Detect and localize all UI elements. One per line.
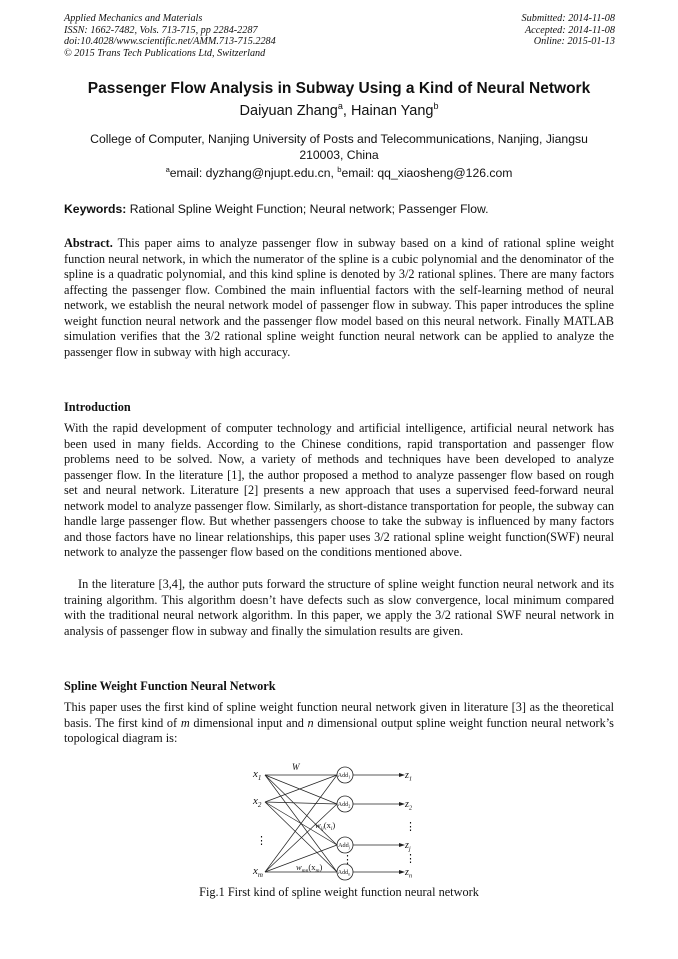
weight-matrix-label: W (292, 762, 300, 772)
submission-dates (522, 13, 615, 48)
node-add-n: Add$_n$ (337, 869, 351, 877)
node-ellipsis: ⋮ (342, 854, 353, 866)
author-2: Hainan Yang (350, 103, 434, 119)
input-xm: $x_m$ (253, 865, 263, 879)
output-z2: $z_2$ (405, 799, 413, 812)
weight-function-wij: $w_{ij}(x_i)$ (315, 820, 336, 832)
ellipses (256, 821, 416, 866)
node-add-2: Add$_2$ (337, 801, 351, 809)
input-labels (252, 768, 263, 879)
abstract (64, 236, 614, 360)
output-zj: $z_j$ (405, 840, 411, 853)
submitted-date: Submitted: 2014-11-08 (521, 13, 615, 24)
abstract-text: This paper aims to analyze passenger flow in subway based on a kind of rational spline weight function neural network, in which the numerator of the spline is a cubic polynomial and the denominator of the spline is a quadratic polynomial, and this kind spline is denoted by 3/2 rational splines. There are many factors affecting the passenger flow. Combined the main influential factors with the self-learning method of neural network, we establish the neural network model of passenger flow in subway. This paper introduces the spline weight function neural network and the passenger flow model based on this neural network. Finally MATLAB simulation verifies that the 3/2 rational spline weight function neural network can be applied to analyze the passenger flow in subway with high accuracy. (64, 236, 614, 359)
node-add-1: Add$_1$ (337, 772, 351, 780)
output-zn: $z_n$ (405, 867, 413, 880)
var-n: n (307, 715, 314, 730)
email-a: email: dyzhang@njupt.edu.cn, (169, 166, 338, 180)
var-m: m (180, 715, 190, 730)
journal-info (64, 13, 276, 59)
keywords-label: Keywords: (64, 202, 127, 216)
keywords-text: Rational Spline Weight Function; Neural network; Passenger Flow. (126, 202, 489, 216)
author-1: Daiyuan Zhang (239, 103, 338, 119)
abstract-label: Abstract. (64, 236, 113, 250)
journal-copyright: © 2015 Trans Tech Publications Ltd, Switzerland (64, 47, 266, 59)
input-x1: $x_1$ (253, 768, 262, 782)
paper-title: Passenger Flow Analysis in Subway Using a Kind of Neural Network (87, 80, 591, 97)
network-diagram (248, 762, 428, 884)
author-separator: , (342, 103, 351, 119)
swf-text-a: This paper uses the first kind of spline weight function neural network given in literature [3] as the theoretical basis. The first kind of (64, 700, 614, 730)
author-1-sup: a (337, 101, 343, 112)
authors (0, 103, 678, 119)
output-ellipsis-lower: ⋮ (405, 853, 416, 865)
swf-text-b: dimensional input and (189, 715, 308, 730)
keywords (64, 202, 489, 216)
figure-caption: Fig.1 First kind of spline weight function neural network (199, 885, 479, 899)
output-ellipsis-upper: ⋮ (405, 821, 416, 833)
input-ellipsis: ⋮ (256, 835, 267, 847)
emails (0, 166, 678, 180)
email-a-sup: a (165, 164, 170, 174)
node-add-j: Add$_j$ (338, 842, 350, 850)
email-b: email: qq_xiaosheng@126.com (341, 166, 513, 180)
introduction-paragraph-1: With the rapid development of computer technology and artificial intelligence, artificial neural network has been used in many fields. According to the Chinese conditions, rapid transportation and passenger flow problems need to be solved. Now, a variety of methods and techniques have been developed to analyze passenger flow. In the literature [1], the author proposed a method to analyze passenger flow based on rough set and neural network. Literature [2] presents a new approach that uses a supervised feed-forward neural network model to analyze passenger flow. Similarly, as short-distance transportation for people, the subway can handle large passenger flow. But whether passengers choose to take the subway is influenced by many factors and those factors have no linear relationships, this paper uses 3/2 rational spline weight function(SWF) neural network to analyze the passenger flow based on the conditions mentioned above. (64, 421, 614, 559)
online-date: Online: 2015-01-13 (533, 36, 615, 48)
accepted-date: Accepted: 2014-11-08 (524, 24, 615, 36)
weight-function-wmn: $w_{mn}(x_m)$ (296, 862, 323, 874)
introduction-heading: Introduction (64, 400, 131, 414)
journal-doi: doi:10.4028/www.scientific.net/AMM.713-715.2284 (64, 36, 276, 48)
swf-paragraph (64, 700, 614, 747)
affiliation: College of Computer, Nanjing University of Posts and Telecommunications, Nanjing, Jiangsu 210003, China (90, 132, 588, 162)
introduction-paragraph-2: In the literature [3,4], the author puts forward the structure of spline weight function neural network and its training algorithm. This algorithm doesn’t have defects such as slow convergence, local minimum compared with the traditional neural network algorithm. In this paper, we apply the 3/2 rational SWF neural network in analysis of passenger flow in subway and finally the simulation results are given. (64, 577, 614, 638)
output-z1: $z_1$ (405, 770, 413, 783)
input-x2: $x_2$ (253, 795, 262, 809)
journal-name: Applied Mechanics and Materials (64, 13, 203, 24)
email-b-sup: b (337, 164, 342, 174)
journal-issn: ISSN: 1662-7482, Vols. 713-715, pp 2284-2287 (64, 24, 258, 36)
swf-text-c: dimensional output spline weight function neural network’s topological diagram is: (64, 715, 614, 745)
author-2-sup: b (433, 101, 439, 112)
swf-heading: Spline Weight Function Neural Network (64, 679, 276, 693)
